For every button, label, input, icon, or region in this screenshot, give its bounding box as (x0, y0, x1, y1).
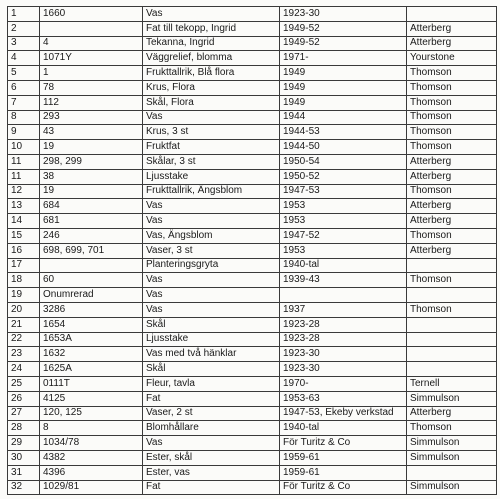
year-cell: 1953 (280, 243, 407, 258)
year-cell: 1947-52 (280, 228, 407, 243)
row-number-cell: 10 (8, 140, 40, 155)
row-number-cell: 22 (8, 332, 40, 347)
designer-cell (407, 317, 497, 332)
description-cell: Vas (143, 273, 280, 288)
year-cell: 1923-30 (280, 347, 407, 362)
year-cell: 1950-52 (280, 169, 407, 184)
description-cell: Skål (143, 317, 280, 332)
designer-cell: Thomson (407, 95, 497, 110)
table-row (8, 140, 497, 155)
table-row (8, 154, 497, 169)
description-cell: Fat (143, 391, 280, 406)
designer-cell: Atterberg (407, 243, 497, 258)
table-row (8, 302, 497, 317)
designer-cell: Atterberg (407, 36, 497, 51)
item-number-cell: 293 (40, 110, 143, 125)
year-cell: 1944-50 (280, 140, 407, 155)
description-cell: Väggrelief, blomma (143, 51, 280, 66)
year-cell: 1947-53, Ekeby verkstad (280, 406, 407, 421)
year-cell: 1939-43 (280, 273, 407, 288)
catalog-table-body (8, 7, 497, 495)
table-row (8, 362, 497, 377)
item-number-cell: 1654 (40, 317, 143, 332)
row-number-cell: 14 (8, 214, 40, 229)
table-row (8, 450, 497, 465)
designer-cell: Simmulson (407, 436, 497, 451)
row-number-cell: 30 (8, 450, 40, 465)
row-number-cell: 15 (8, 228, 40, 243)
row-number-cell: 5 (8, 66, 40, 81)
table-row (8, 80, 497, 95)
description-cell: Fat till tekopp, Ingrid (143, 21, 280, 36)
row-number-cell: 23 (8, 347, 40, 362)
item-number-cell: 1034/78 (40, 436, 143, 451)
table-row (8, 66, 497, 81)
designer-cell: Thomson (407, 302, 497, 317)
year-cell: 1923-30 (280, 362, 407, 377)
row-number-cell: 25 (8, 376, 40, 391)
year-cell: 1950-54 (280, 154, 407, 169)
table-row (8, 7, 497, 22)
row-number-cell: 28 (8, 421, 40, 436)
row-number-cell: 3 (8, 36, 40, 51)
table-row (8, 169, 497, 184)
table-row (8, 421, 497, 436)
description-cell: Frukttallrik, Ängsblom (143, 184, 280, 199)
year-cell: 1937 (280, 302, 407, 317)
year-cell: För Turitz & Co (280, 436, 407, 451)
row-number-cell: 26 (8, 391, 40, 406)
designer-cell (407, 7, 497, 22)
year-cell (280, 288, 407, 303)
year-cell: 1959-61 (280, 450, 407, 465)
description-cell: Vas (143, 199, 280, 214)
row-number-cell: 12 (8, 184, 40, 199)
row-number-cell: 1 (8, 7, 40, 22)
item-number-cell: 298, 299 (40, 154, 143, 169)
year-cell: För Turitz & Co (280, 480, 407, 495)
description-cell: Fat (143, 480, 280, 495)
item-number-cell: 38 (40, 169, 143, 184)
year-cell: 1923-28 (280, 317, 407, 332)
year-cell: 1947-53 (280, 184, 407, 199)
designer-cell: Atterberg (407, 169, 497, 184)
row-number-cell: 27 (8, 406, 40, 421)
item-number-cell: 19 (40, 140, 143, 155)
description-cell: Ljusstake (143, 332, 280, 347)
designer-cell: Thomson (407, 110, 497, 125)
row-number-cell: 24 (8, 362, 40, 377)
designer-cell: Simmulson (407, 391, 497, 406)
catalog-sheet (7, 6, 497, 495)
row-number-cell: 19 (8, 288, 40, 303)
table-row (8, 376, 497, 391)
row-number-cell: 32 (8, 480, 40, 495)
designer-cell: Simmulson (407, 480, 497, 495)
designer-cell: Atterberg (407, 406, 497, 421)
item-number-cell: 8 (40, 421, 143, 436)
item-number-cell: 0111T (40, 376, 143, 391)
year-cell: 1970- (280, 376, 407, 391)
item-number-cell: 684 (40, 199, 143, 214)
table-row (8, 288, 497, 303)
description-cell: Vaser, 2 st (143, 406, 280, 421)
year-cell: 1923-28 (280, 332, 407, 347)
designer-cell: Thomson (407, 140, 497, 155)
designer-cell: Thomson (407, 273, 497, 288)
item-number-cell: 1632 (40, 347, 143, 362)
item-number-cell: 1625A (40, 362, 143, 377)
item-number-cell: 1653A (40, 332, 143, 347)
item-number-cell: 120, 125 (40, 406, 143, 421)
designer-cell: Atterberg (407, 214, 497, 229)
designer-cell (407, 332, 497, 347)
table-row (8, 184, 497, 199)
table-row (8, 436, 497, 451)
row-number-cell: 13 (8, 199, 40, 214)
table-row (8, 480, 497, 495)
year-cell: 1940-tal (280, 258, 407, 273)
description-cell: Skål, Flora (143, 95, 280, 110)
designer-cell: Thomson (407, 184, 497, 199)
year-cell: 1940-tal (280, 421, 407, 436)
designer-cell: Simmulson (407, 450, 497, 465)
designer-cell: Atterberg (407, 199, 497, 214)
table-row (8, 21, 497, 36)
table-row (8, 36, 497, 51)
row-number-cell: 6 (8, 80, 40, 95)
description-cell: Vaser, 3 st (143, 243, 280, 258)
designer-cell: Thomson (407, 125, 497, 140)
table-row (8, 51, 497, 66)
description-cell: Ester, skål (143, 450, 280, 465)
table-row (8, 125, 497, 140)
year-cell: 1923-30 (280, 7, 407, 22)
row-number-cell: 4 (8, 51, 40, 66)
table-row (8, 258, 497, 273)
item-number-cell (40, 258, 143, 273)
row-number-cell: 9 (8, 125, 40, 140)
table-row (8, 273, 497, 288)
year-cell: 1949 (280, 80, 407, 95)
row-number-cell: 17 (8, 258, 40, 273)
year-cell: 1949 (280, 95, 407, 110)
designer-cell (407, 347, 497, 362)
row-number-cell: 11 (8, 154, 40, 169)
year-cell: 1971- (280, 51, 407, 66)
table-row (8, 317, 497, 332)
table-row (8, 214, 497, 229)
table-row (8, 228, 497, 243)
description-cell: Vas (143, 110, 280, 125)
item-number-cell: 19 (40, 184, 143, 199)
row-number-cell: 2 (8, 21, 40, 36)
description-cell: Vas med två hänklar (143, 347, 280, 362)
description-cell: Ester, vas (143, 465, 280, 480)
item-number-cell: 1029/81 (40, 480, 143, 495)
designer-cell: Atterberg (407, 154, 497, 169)
description-cell: Blomhållare (143, 421, 280, 436)
designer-cell: Thomson (407, 421, 497, 436)
description-cell: Vas (143, 436, 280, 451)
table-row (8, 199, 497, 214)
table-row (8, 406, 497, 421)
designer-cell (407, 288, 497, 303)
description-cell: Fruktfat (143, 140, 280, 155)
item-number-cell: 1071Y (40, 51, 143, 66)
description-cell: Skål (143, 362, 280, 377)
table-row (8, 332, 497, 347)
item-number-cell: 3286 (40, 302, 143, 317)
item-number-cell: 681 (40, 214, 143, 229)
row-number-cell: 29 (8, 436, 40, 451)
item-number-cell: 4125 (40, 391, 143, 406)
description-cell: Vas (143, 7, 280, 22)
year-cell: 1944-53 (280, 125, 407, 140)
item-number-cell: 43 (40, 125, 143, 140)
description-cell: Tekanna, Ingrid (143, 36, 280, 51)
row-number-cell: 20 (8, 302, 40, 317)
item-number-cell: 4396 (40, 465, 143, 480)
table-row (8, 391, 497, 406)
year-cell: 1949-52 (280, 21, 407, 36)
item-number-cell: 1660 (40, 7, 143, 22)
designer-cell: Thomson (407, 228, 497, 243)
description-cell: Frukttallrik, Blå flora (143, 66, 280, 81)
row-number-cell: 8 (8, 110, 40, 125)
year-cell: 1953 (280, 199, 407, 214)
catalog-table (7, 6, 497, 495)
table-row (8, 465, 497, 480)
year-cell: 1953 (280, 214, 407, 229)
item-number-cell: 246 (40, 228, 143, 243)
designer-cell: Ternell (407, 376, 497, 391)
year-cell: 1949 (280, 66, 407, 81)
description-cell: Planteringsgryta (143, 258, 280, 273)
description-cell: Ljusstake (143, 169, 280, 184)
designer-cell (407, 258, 497, 273)
table-row (8, 347, 497, 362)
item-number-cell: 60 (40, 273, 143, 288)
description-cell: Skålar, 3 st (143, 154, 280, 169)
item-number-cell: 4382 (40, 450, 143, 465)
item-number-cell: 112 (40, 95, 143, 110)
row-number-cell: 11 (8, 169, 40, 184)
row-number-cell: 21 (8, 317, 40, 332)
designer-cell: Thomson (407, 80, 497, 95)
description-cell: Vas, Ängsblom (143, 228, 280, 243)
designer-cell: Atterberg (407, 21, 497, 36)
designer-cell: Yourstone (407, 51, 497, 66)
row-number-cell: 18 (8, 273, 40, 288)
table-row (8, 95, 497, 110)
description-cell: Vas (143, 214, 280, 229)
description-cell: Krus, Flora (143, 80, 280, 95)
description-cell: Fleur, tavla (143, 376, 280, 391)
row-number-cell: 7 (8, 95, 40, 110)
item-number-cell (40, 21, 143, 36)
designer-cell: Thomson (407, 66, 497, 81)
table-row (8, 243, 497, 258)
designer-cell (407, 362, 497, 377)
description-cell: Krus, 3 st (143, 125, 280, 140)
year-cell: 1959-61 (280, 465, 407, 480)
item-number-cell: 78 (40, 80, 143, 95)
year-cell: 1953-63 (280, 391, 407, 406)
year-cell: 1944 (280, 110, 407, 125)
item-number-cell: 698, 699, 701 (40, 243, 143, 258)
description-cell: Vas (143, 302, 280, 317)
row-number-cell: 31 (8, 465, 40, 480)
table-row (8, 110, 497, 125)
item-number-cell: Onumrerad (40, 288, 143, 303)
description-cell: Vas (143, 288, 280, 303)
item-number-cell: 1 (40, 66, 143, 81)
designer-cell (407, 465, 497, 480)
year-cell: 1949-52 (280, 36, 407, 51)
item-number-cell: 4 (40, 36, 143, 51)
row-number-cell: 16 (8, 243, 40, 258)
